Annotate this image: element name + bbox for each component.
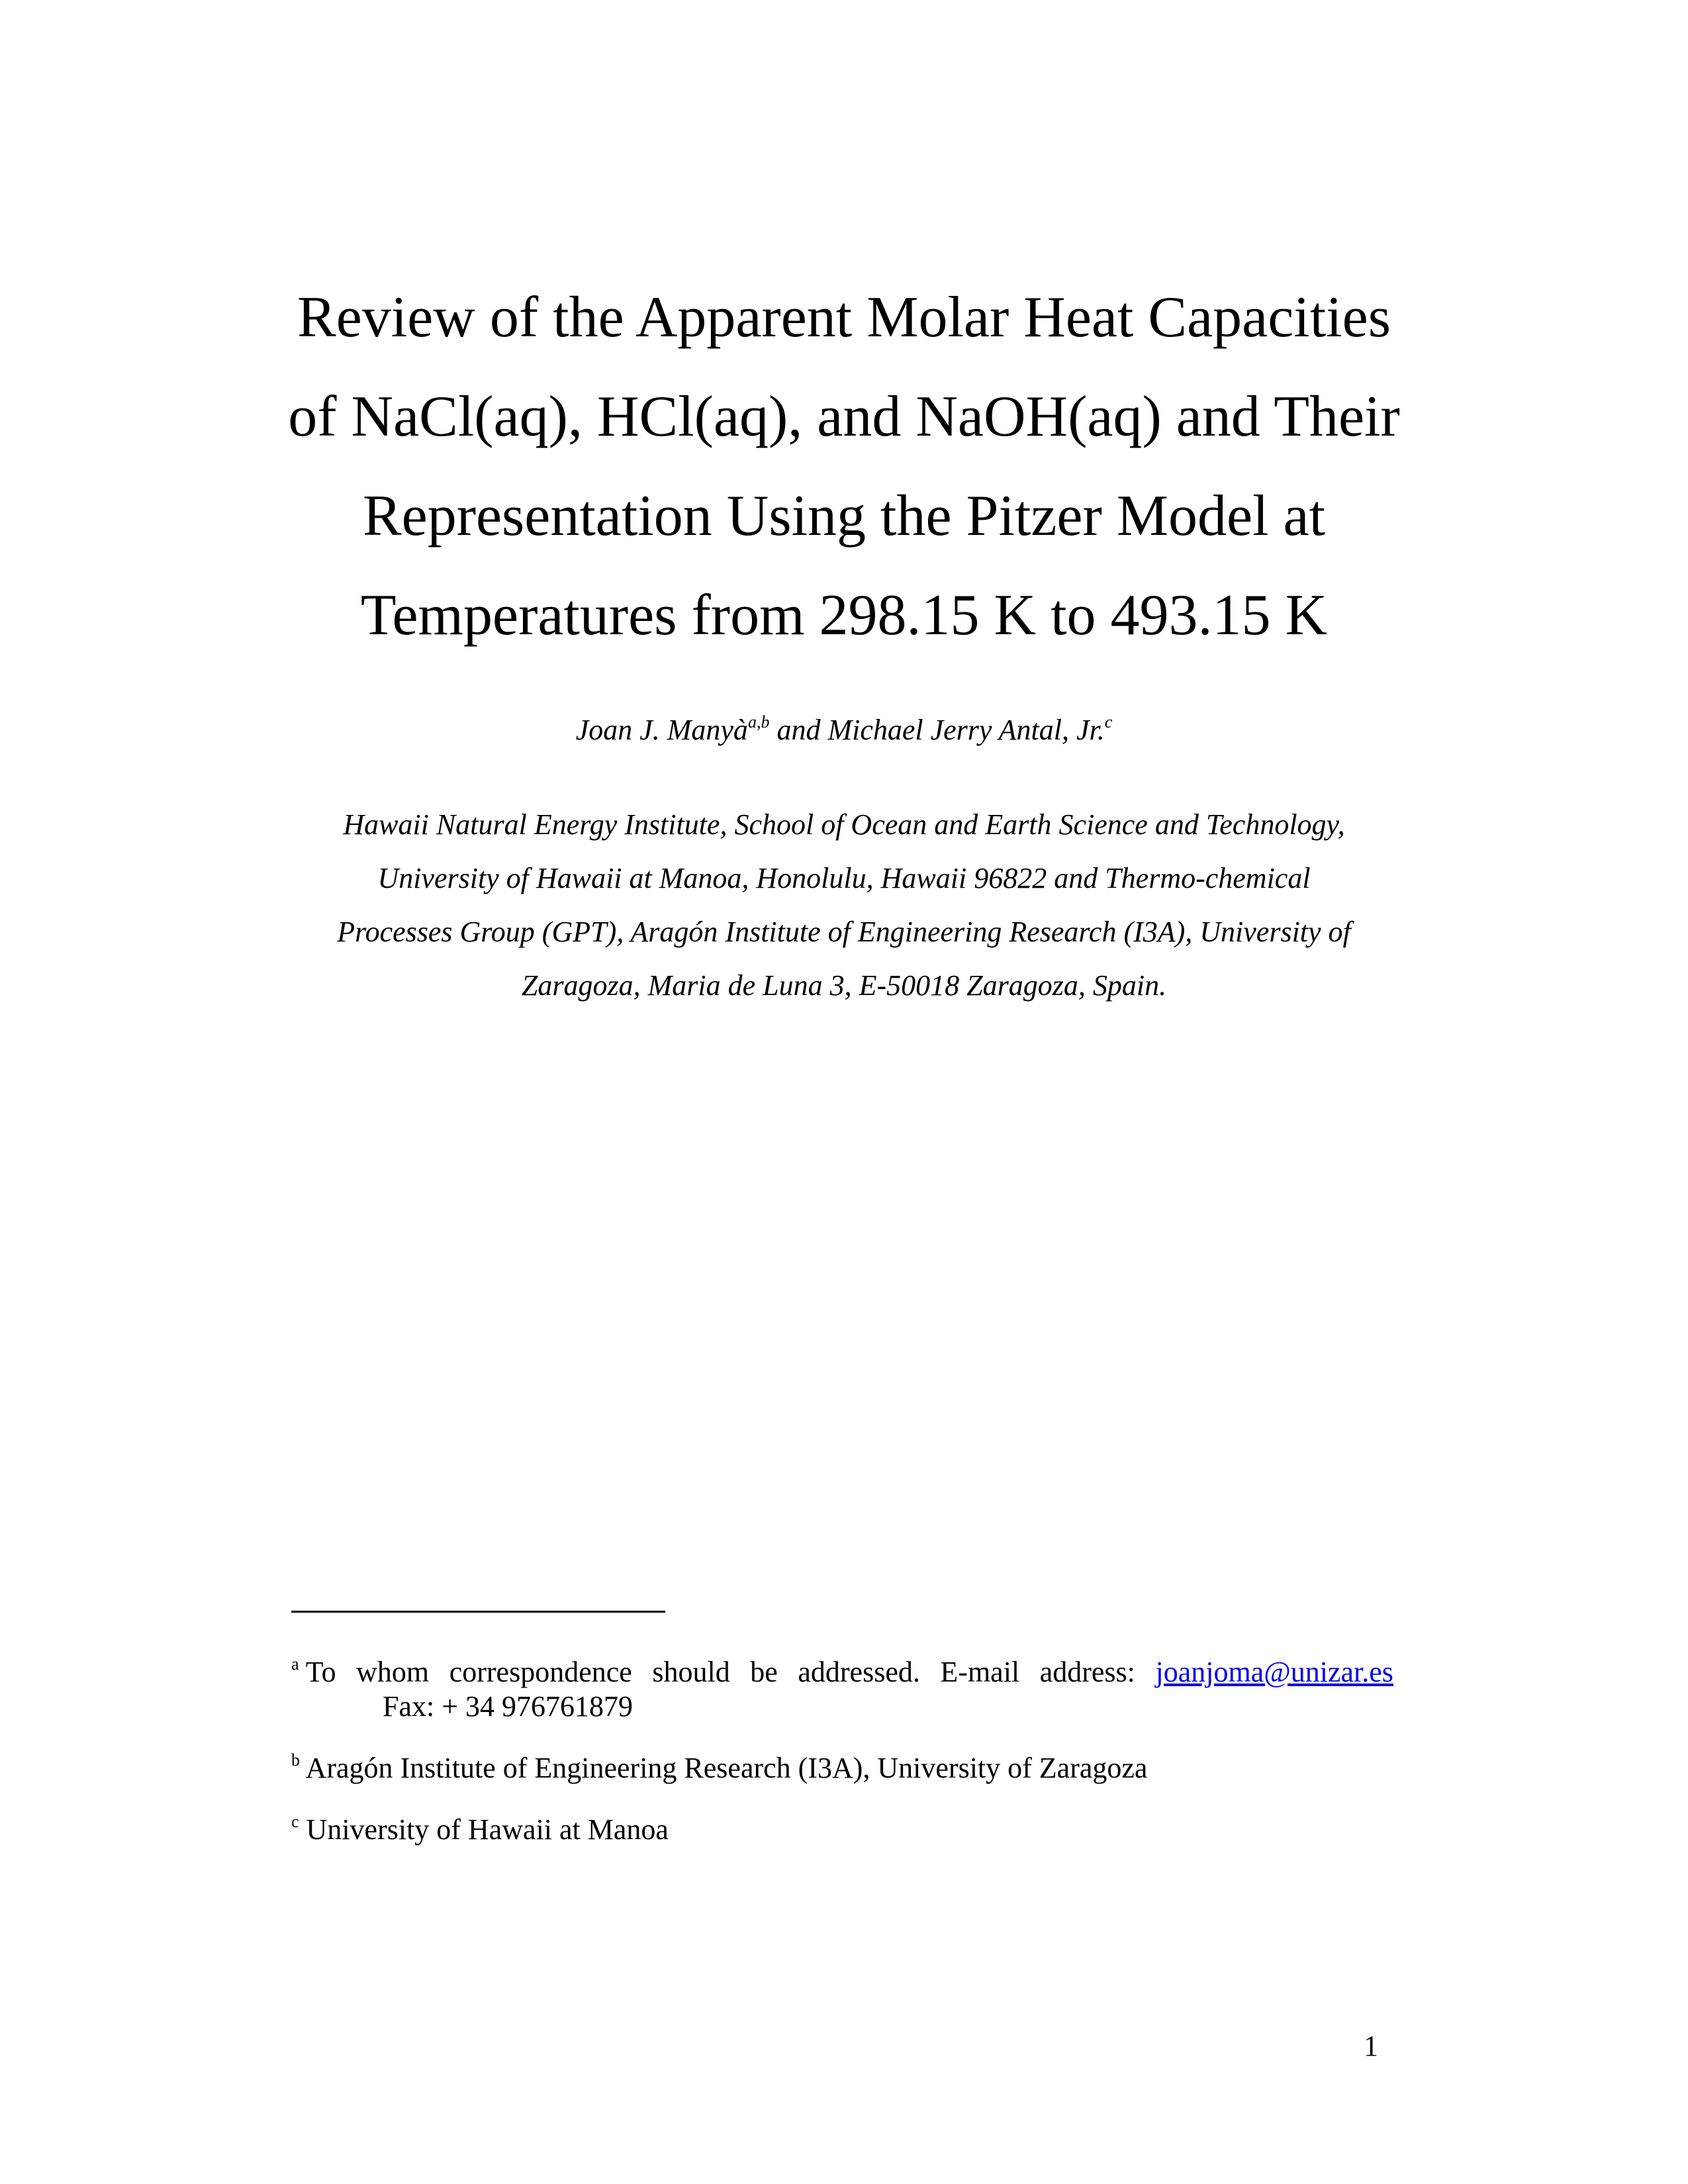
author-1-affiliation-marker: a,b: [747, 712, 770, 732]
footnote-c-marker: c: [291, 1812, 299, 1831]
footnote-b: [291, 1751, 1393, 1785]
footnote-a-word: addressed.: [798, 1656, 920, 1688]
title-line-4: Temperatures from 298.15 K to 493.15 K: [360, 583, 1328, 647]
footnote-a-word: whom: [356, 1656, 430, 1688]
footnote-a: [291, 1655, 1393, 1724]
author-2: Michael Jerry Antal, Jr.: [827, 714, 1105, 746]
footnote-b-marker: b: [291, 1750, 300, 1770]
footnote-a-word: address:: [1039, 1656, 1135, 1688]
title-line-3: Representation Using the Pitzer Model at: [362, 484, 1326, 548]
footnote-b-text: Aragón Institute of Engineering Research (I3A), University of Zaragoza: [300, 1752, 1148, 1784]
footnote-a-word: be: [750, 1656, 778, 1688]
affiliation-line-2: University of Hawaii at Manoa, Honolulu, Hawaii 96822 and Thermo-chemical: [377, 862, 1311, 894]
footnote-c: [291, 1813, 1393, 1847]
affiliation-block: [291, 798, 1397, 1012]
page-number: 1: [1364, 2030, 1378, 2062]
affiliation-line-4: Zaragoza, Maria de Luna 3, E-50018 Zaragoza, Spain.: [521, 969, 1167, 1002]
footnote-a-word: should: [652, 1656, 730, 1688]
footnote-a-fax: Fax: + 34 976761879: [383, 1690, 633, 1723]
affiliation-line-1: Hawaii Natural Energy Institute, School of Ocean and Earth Science and Technology,: [343, 808, 1345, 841]
footnote-a-word: E-mail: [940, 1656, 1020, 1688]
footnote-a-first-word: [291, 1655, 336, 1689]
footnote-c-text: University of Hawaii at Manoa: [299, 1813, 669, 1846]
footnote-divider: [291, 1611, 665, 1613]
paper-title: [278, 268, 1410, 665]
author-2-affiliation-marker: c: [1104, 712, 1113, 732]
author-1: Joan J. Manyà: [575, 714, 748, 746]
footnote-a-word: correspondence: [449, 1656, 632, 1688]
affiliation-line-3: Processes Group (GPT), Aragón Institute of Engineering Research (I3A), University of: [337, 916, 1351, 948]
title-line-2: of NaCl(aq), HCl(aq), and NaOH(aq) and Their: [288, 385, 1400, 449]
author-list: [278, 710, 1410, 750]
title-line-1: Review of the Apparent Molar Heat Capacities: [297, 285, 1391, 350]
footnote-a-word: To: [305, 1656, 336, 1688]
email-link[interactable]: joanjoma@unizar.es: [1155, 1656, 1393, 1688]
footnote-a-line-1: [291, 1655, 1393, 1689]
footnote-a-marker: a: [291, 1654, 299, 1674]
author-connector: and: [769, 714, 828, 746]
